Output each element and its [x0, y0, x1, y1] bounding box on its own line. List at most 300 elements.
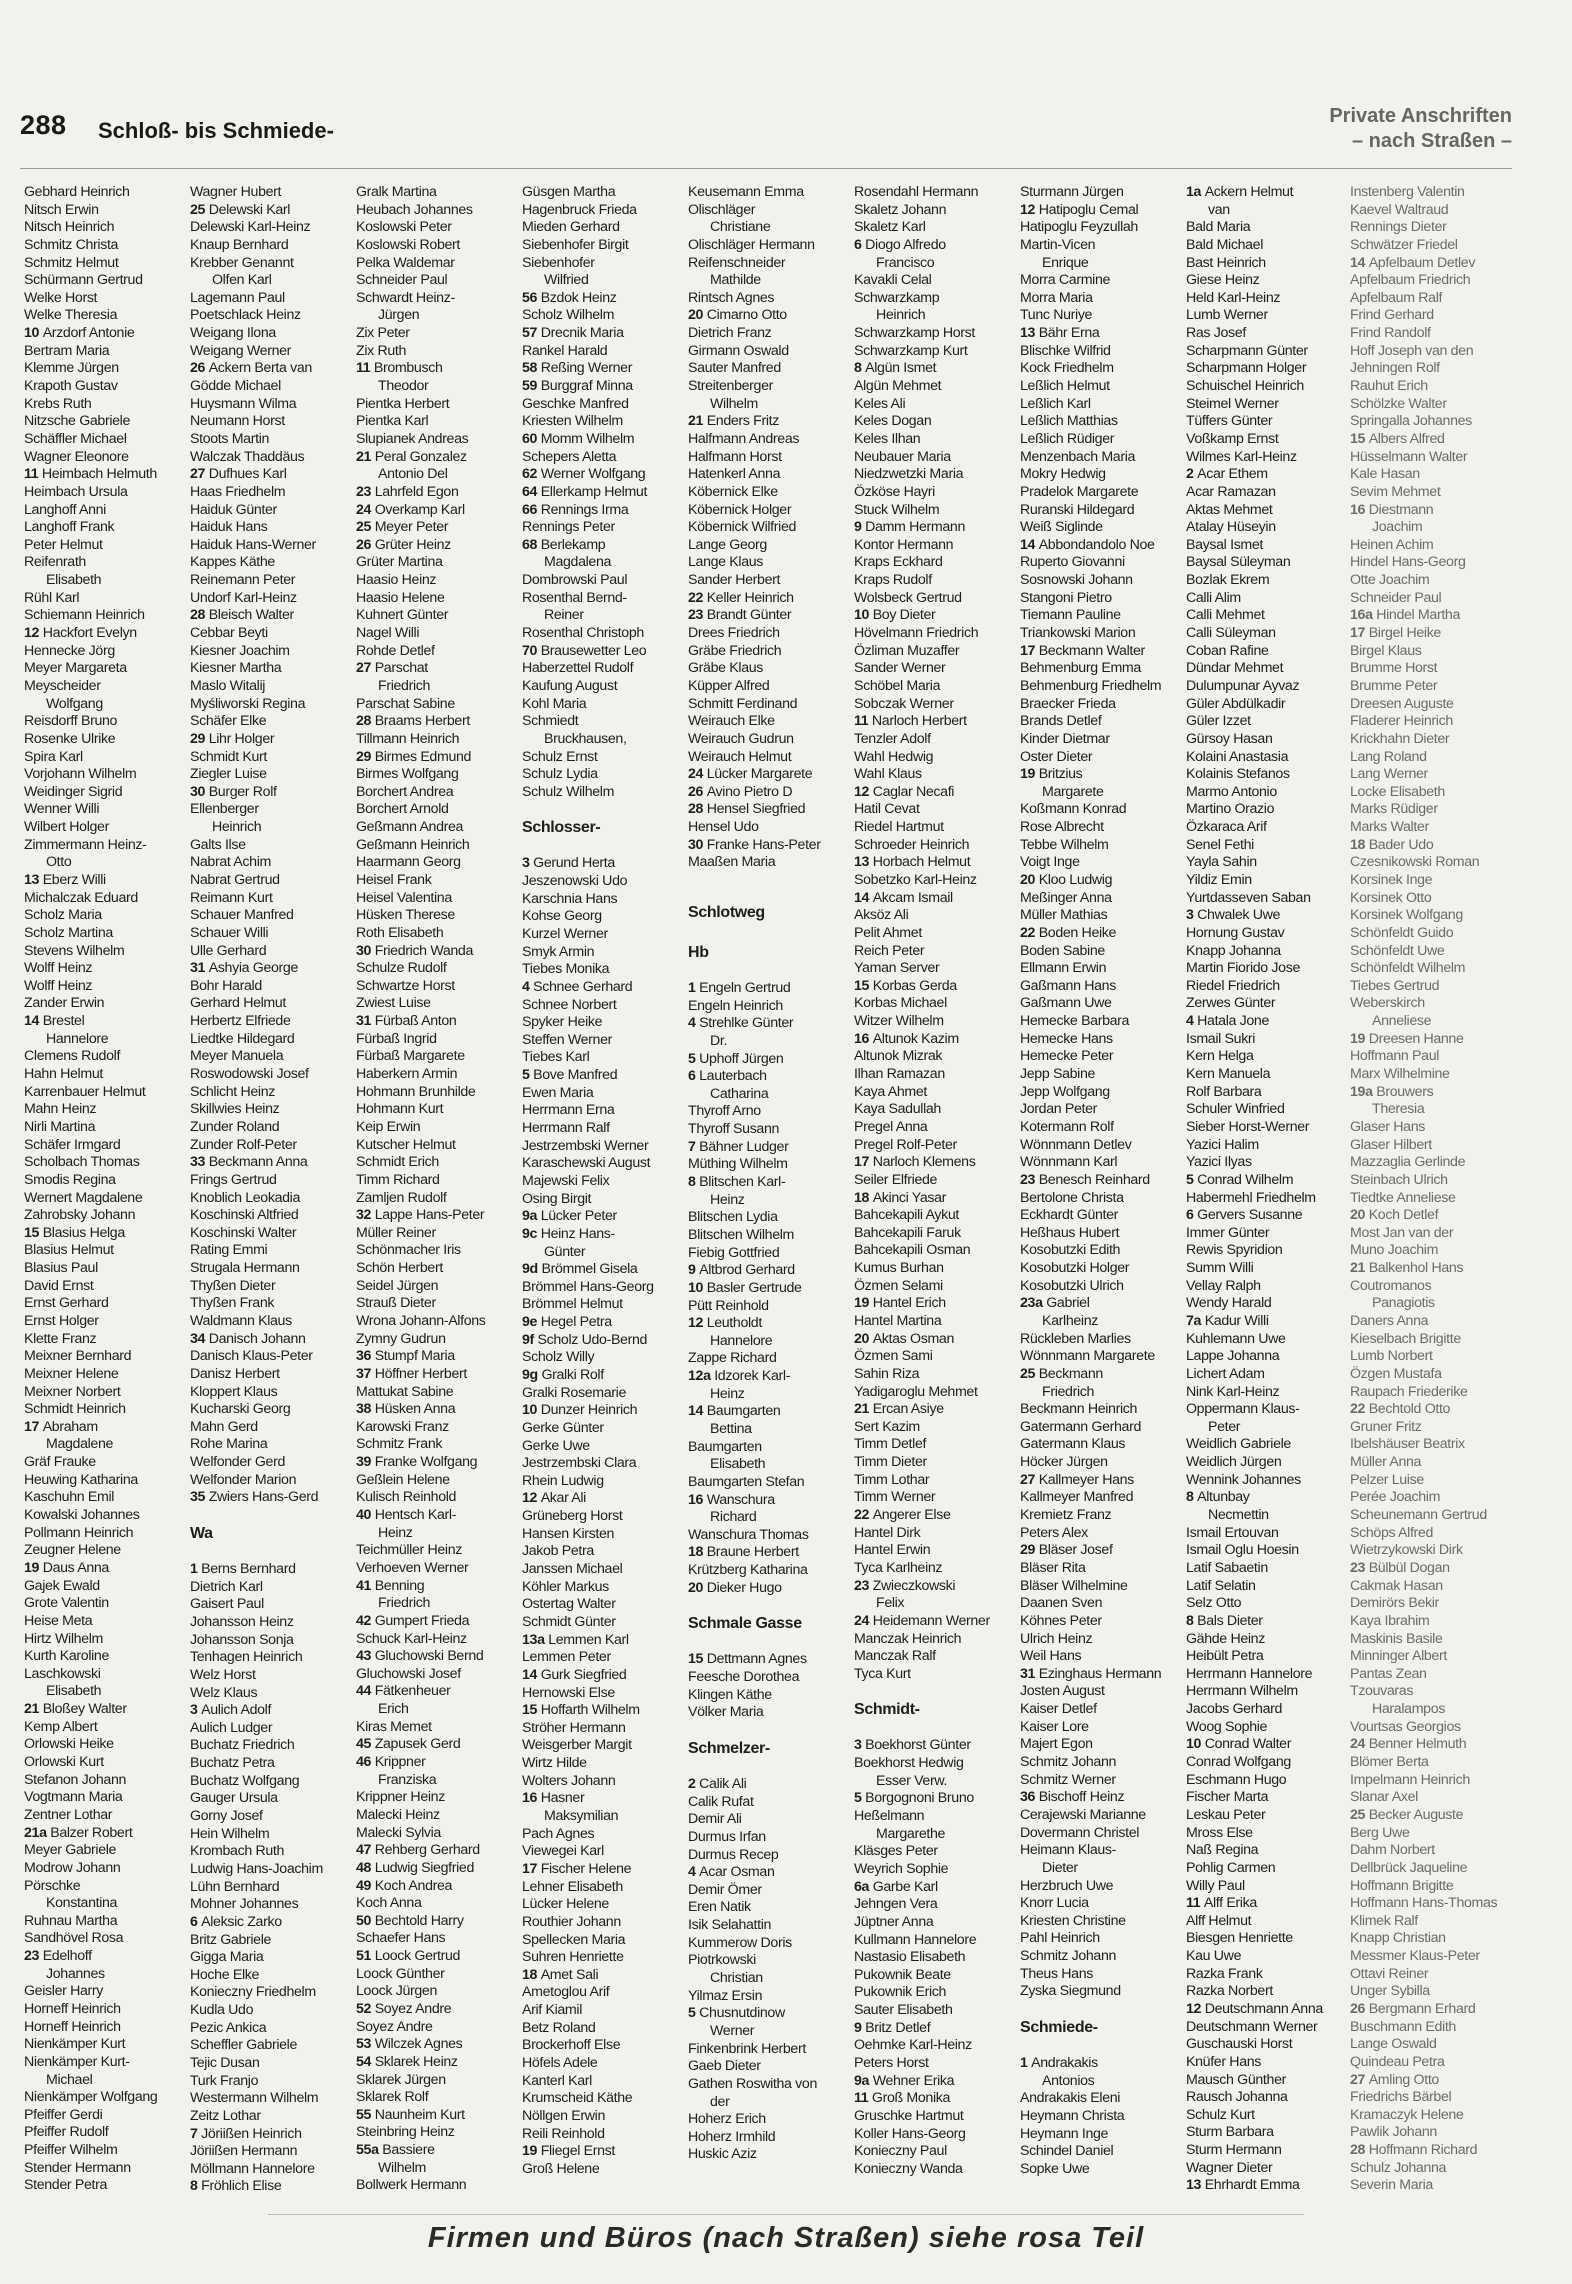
- resident-name: Tenzler Adolf: [854, 730, 931, 747]
- resident-name: Pientka Herbert: [356, 395, 450, 412]
- resident-name: Biesgen Henriette: [1186, 1930, 1293, 1947]
- resident-name: Ulle Gerhard: [190, 942, 267, 959]
- resident-name: Herrmann Wilhelm: [1186, 1683, 1298, 1700]
- address-entry: [356, 1683, 514, 1701]
- house-number: 24: [854, 1612, 873, 1629]
- resident-name: Edelhoff: [42, 1948, 92, 1965]
- resident-name: Heinz Hans-: [540, 1225, 615, 1242]
- resident-name: Marx Wilhelmine: [1350, 1066, 1450, 1083]
- house-number: 25: [1020, 1365, 1039, 1382]
- resident-name: Kallmeyer Hans: [1038, 1471, 1134, 1488]
- house-number: 13: [1020, 325, 1039, 342]
- address-entry: [1350, 2142, 1508, 2160]
- resident-name: Kosobutzki Edith: [1020, 1242, 1121, 1259]
- street-heading: Schlosser-: [522, 819, 601, 837]
- resident-name: Schwartze Horst: [356, 977, 455, 994]
- resident-name: Rose Albrecht: [1020, 819, 1104, 836]
- address-entry: [24, 325, 182, 343]
- resident-name: Marmo Antonio: [1186, 783, 1277, 800]
- resident-name: Burggraf Minna: [540, 378, 633, 395]
- resident-name: Blitschen Lydia: [688, 1209, 778, 1226]
- resident-name: Wanschura Thomas: [688, 1526, 809, 1543]
- entry-continuation: Magdalena: [544, 554, 612, 571]
- resident-name: Bähner Ludger: [699, 1138, 789, 1155]
- resident-name: Dietrich Karl: [190, 1578, 263, 1595]
- address-entry: [190, 2126, 348, 2144]
- resident-name: Calik Rufat: [688, 1793, 754, 1810]
- address-entry: [190, 960, 348, 978]
- entry-continuation: Bruckhausen,: [544, 730, 627, 747]
- address-entry: [854, 890, 1012, 908]
- address-entry: [24, 872, 182, 890]
- house-number: 26: [356, 536, 375, 553]
- resident-name: Dettmann Agnes: [706, 1651, 807, 1668]
- address-column: [1020, 184, 1178, 2209]
- resident-name: Leßlich Matthias: [1020, 413, 1118, 430]
- resident-name: Nirli Martina: [24, 1118, 96, 1135]
- resident-name: Höffner Herbert: [374, 1365, 467, 1382]
- house-number: 21: [24, 1701, 43, 1718]
- resident-name: Lahrfeld Egon: [374, 483, 459, 500]
- resident-name: Karrenbauer Helmut: [24, 1083, 146, 1100]
- directory-heading: [1329, 104, 1512, 154]
- address-entry: [1350, 1401, 1508, 1419]
- resident-name: Leßlich Karl: [1020, 395, 1091, 412]
- entry-continuation: Magdalene: [46, 1436, 114, 1453]
- resident-name: Gaßmann Hans: [1020, 977, 1116, 994]
- resident-name: Gabriel: [1046, 1295, 1090, 1312]
- resident-name: Buchatz Wolfgang: [190, 1772, 300, 1789]
- resident-name: Rewis Spyridion: [1186, 1242, 1283, 1259]
- resident-name: Severin Maria: [1350, 2177, 1433, 2194]
- resident-name: Pezic Ankica: [190, 2019, 267, 2036]
- resident-name: Calli Mehmet: [1186, 607, 1265, 624]
- address-entry: [1020, 202, 1178, 220]
- entry-continuation: Hannelore: [710, 1332, 773, 1349]
- address-column: [688, 184, 846, 2209]
- resident-name: Kaya Sadullah: [854, 1101, 941, 1118]
- entry-continuation: Antonios: [1042, 2072, 1095, 2089]
- resident-name: Bleisch Walter: [208, 607, 294, 624]
- resident-name: Dreesen Auguste: [1350, 695, 1454, 712]
- resident-name: Aktas Osman: [872, 1330, 954, 1347]
- house-number: 27: [190, 466, 209, 483]
- resident-name: Wernert Magdalene: [24, 1189, 143, 1206]
- resident-name: Franke Wolfgang: [374, 1454, 478, 1471]
- resident-name: Delewski Karl: [208, 201, 291, 218]
- resident-name: Danisch Johann: [208, 1330, 306, 1347]
- house-number: 15: [854, 977, 873, 994]
- address-entry: [356, 1878, 514, 1896]
- page-header: [20, 104, 1512, 164]
- resident-name: Majewski Felix: [522, 1172, 610, 1189]
- resident-name: Haasio Helene: [356, 589, 445, 606]
- resident-name: Stangoni Pietro: [1020, 589, 1112, 606]
- house-number: 19: [1350, 1030, 1369, 1047]
- resident-name: Yurtdasseven Saban: [1186, 889, 1311, 906]
- resident-name: Schmidt Kurt: [190, 748, 268, 765]
- house-number: 1: [688, 979, 700, 996]
- resident-name: Kriesten Wilhelm: [522, 413, 623, 430]
- resident-name: Krumscheid Käthe: [522, 2090, 633, 2107]
- address-column: [522, 184, 680, 2209]
- resident-name: Konieczny Paul: [854, 2143, 947, 2160]
- resident-name: Acar Osman: [699, 1864, 775, 1881]
- resident-name: Kläsges Peter: [854, 1843, 938, 1860]
- resident-name: Habermehl Friedhelm: [1186, 1189, 1316, 1206]
- resident-name: Zyska Siegmund: [1020, 1983, 1121, 2000]
- entry-continuation: Dr.: [710, 1032, 728, 1049]
- house-number: 28: [190, 607, 209, 624]
- entry-continuation: Elisabeth: [46, 572, 102, 589]
- resident-name: Apfelbaum Ralf: [1350, 289, 1443, 306]
- spacer: [688, 1637, 846, 1651]
- resident-name: Borchert Arnold: [356, 801, 449, 818]
- resident-name: Altunok Mizrak: [854, 1048, 943, 1065]
- resident-name: Gödde Michael: [190, 378, 281, 395]
- house-number: 30: [688, 836, 707, 853]
- resident-name: Klingen Käthe: [688, 1686, 772, 1703]
- resident-name: Kaiser Detlef: [1020, 1701, 1097, 1718]
- resident-name: Krebs Ruth: [24, 395, 92, 412]
- resident-name: Kloo Ludwig: [1038, 871, 1113, 888]
- address-entry: [190, 202, 348, 220]
- resident-name: Berns Bernhard: [201, 1561, 296, 1578]
- entry-continuation: Günter: [544, 1243, 586, 1260]
- resident-name: Knoblich Leokadia: [190, 1189, 301, 1206]
- house-number: 29: [190, 730, 209, 747]
- resident-name: Garbe Karl: [872, 1878, 938, 1895]
- resident-name: Zimmermann Heinz-: [24, 836, 147, 853]
- address-entry: [854, 1190, 1012, 1208]
- resident-name: Schnee Gerhard: [533, 978, 633, 995]
- resident-name: Jordan Peter: [1020, 1101, 1098, 1118]
- address-entry: [24, 466, 182, 484]
- resident-name: Blischke Wilfrid: [1020, 342, 1111, 359]
- house-number: 25: [1350, 1806, 1369, 1823]
- resident-name: Knorr Lucia: [1020, 1895, 1089, 1912]
- resident-name: Woog Sophie: [1186, 1718, 1268, 1735]
- resident-name: Bläser Wilhelmine: [1020, 1577, 1128, 1594]
- resident-name: Mohner Johannes: [190, 1896, 299, 1913]
- resident-name: Kavakli Celal: [854, 272, 932, 289]
- entry-continuation: Anneliese: [1372, 1013, 1432, 1030]
- resident-name: Loock Günther: [356, 1965, 445, 1982]
- resident-name: Birmes Wolfgang: [356, 766, 459, 783]
- resident-name: Kieselbach Brigitte: [1350, 1330, 1461, 1347]
- resident-name: Kadur Willi: [1204, 1313, 1269, 1329]
- spacer: [688, 886, 846, 900]
- resident-name: Özmen Sami: [854, 1348, 933, 1365]
- resident-name: Naß Regina: [1186, 1842, 1259, 1859]
- resident-name: Rennings Dieter: [1350, 219, 1447, 236]
- resident-name: Sklarek Jürgen: [356, 2071, 446, 2088]
- resident-name: Pahl Heinrich: [1020, 1930, 1100, 1947]
- resident-name: Schnee Norbert: [522, 996, 617, 1013]
- entry-continuation: Hannelore: [46, 1030, 109, 1047]
- street-heading: Schmelzer-: [688, 1739, 770, 1757]
- resident-name: Nagel Willi: [356, 625, 420, 642]
- resident-name: Meyer Manuela: [190, 1048, 284, 1065]
- resident-name: Krombach Ruth: [190, 1843, 285, 1860]
- entry-continuation: Dieter: [1042, 1859, 1078, 1876]
- resident-name: Meyer Gabriele: [24, 1842, 117, 1859]
- resident-name: Kiesner Martha: [190, 660, 282, 677]
- resident-name: Czesnikowski Roman: [1350, 854, 1480, 871]
- house-number: 30: [190, 783, 209, 800]
- address-entry: [522, 643, 680, 661]
- house-number: 55a: [356, 2142, 383, 2159]
- resident-name: Welz Klaus: [190, 1684, 258, 1701]
- address-entry: [190, 607, 348, 625]
- house-number: 16a: [1350, 607, 1377, 624]
- resident-name: Koch Anna: [356, 1895, 422, 1912]
- resident-name: Schöbel Maria: [854, 677, 941, 694]
- resident-name: Leskau Peter: [1186, 1806, 1266, 1823]
- resident-name: Stefanon Johann: [24, 1771, 127, 1788]
- resident-name: Koch Detlef: [1368, 1207, 1439, 1224]
- resident-name: Koller Hans-Georg: [854, 2125, 966, 2142]
- house-number: 19: [24, 1559, 43, 1576]
- resident-name: Kaya Ibrahim: [1350, 1612, 1430, 1629]
- resident-name: Coutromanos: [1350, 1277, 1432, 1294]
- resident-name: Reifenschneider: [688, 254, 786, 271]
- spacer: [854, 1683, 1012, 1697]
- resident-name: Pregel Rolf-Peter: [854, 1136, 957, 1153]
- address-entry: [688, 1651, 846, 1669]
- resident-name: Haarmann Georg: [356, 854, 461, 871]
- resident-name: Akcam Ismail: [872, 889, 953, 906]
- address-entry: [1020, 925, 1178, 943]
- house-number: 24: [356, 501, 375, 518]
- resident-name: Weil Hans: [1020, 1648, 1082, 1665]
- address-entry: [356, 2054, 514, 2072]
- resident-name: Gluchowski Josef: [356, 1665, 461, 1682]
- resident-name: Heuwing Katharina: [24, 1471, 138, 1488]
- resident-name: Heßelmann: [854, 1808, 925, 1825]
- house-number: 27: [1020, 1471, 1039, 1488]
- resident-name: Blömer Berta: [1350, 1754, 1429, 1771]
- resident-name: Lauterbach: [699, 1068, 767, 1085]
- resident-name: Oster Dieter: [1020, 748, 1093, 765]
- resident-name: Brands Detlef: [1020, 713, 1102, 730]
- address-entry: [1186, 907, 1344, 925]
- resident-name: Leßlich Rüdiger: [1020, 430, 1115, 447]
- resident-name: Hoherz Irmhild: [688, 2128, 776, 2145]
- resident-name: Orlowski Kurt: [24, 1754, 104, 1771]
- resident-name: Kolainis Stefanos: [1186, 766, 1290, 783]
- resident-name: Bläser Rita: [1020, 1559, 1086, 1576]
- resident-name: Kullmann Hannelore: [854, 1931, 977, 1948]
- resident-name: Ercan Asiye: [872, 1401, 944, 1418]
- resident-name: Heimann Klaus-: [1020, 1842, 1117, 1859]
- resident-name: Balzer Robert: [50, 1824, 133, 1841]
- resident-name: Heubach Johannes: [356, 201, 473, 218]
- address-entry: [356, 519, 514, 537]
- resident-name: Alff Erika: [1203, 1895, 1257, 1912]
- entry-continuation: Christiane: [710, 219, 771, 236]
- resident-name: Zeugner Helene: [24, 1542, 121, 1559]
- resident-name: Sturmann Jürgen: [1020, 184, 1124, 200]
- resident-name: Gräbe Klaus: [688, 660, 764, 677]
- resident-name: Krippner Heinz: [356, 1789, 445, 1806]
- resident-name: Westermann Wilhelm: [190, 2090, 319, 2107]
- address-column: [1186, 184, 1344, 2209]
- resident-name: Meixner Helene: [24, 1365, 119, 1382]
- resident-name: Minninger Albert: [1350, 1648, 1447, 1665]
- resident-name: Frings Gertrud: [190, 1171, 277, 1188]
- heading-line-2: – nach Straßen –: [1351, 130, 1512, 152]
- resident-name: Modrow Johann: [24, 1859, 121, 1876]
- address-entry: [854, 854, 1012, 872]
- entry-continuation: Michael: [46, 2071, 93, 2088]
- resident-name: Welke Horst: [24, 289, 98, 306]
- entry-continuation: Theodor: [378, 378, 429, 395]
- resident-name: Lücker Helene: [522, 1896, 609, 1913]
- address-entry: [522, 431, 680, 449]
- resident-name: Wagner Hubert: [190, 184, 282, 200]
- resident-name: Bähr Erna: [1038, 325, 1100, 342]
- resident-name: Hatala Jone: [1197, 1013, 1270, 1030]
- resident-name: Kemp Albert: [24, 1718, 98, 1735]
- resident-name: Köhnes Peter: [1020, 1612, 1102, 1629]
- resident-name: Diogo Alfredo: [865, 236, 946, 253]
- resident-name: Demir Ali: [688, 1811, 742, 1828]
- resident-name: Zix Peter: [356, 325, 410, 342]
- resident-name: Arzdorf Antonie: [42, 325, 135, 342]
- resident-name: Wahl Klaus: [854, 766, 922, 783]
- resident-name: Idzorek Karl-: [714, 1368, 791, 1385]
- resident-name: Köbernick Wilfried: [688, 519, 797, 536]
- resident-name: Gräf Frauke: [24, 1454, 96, 1471]
- house-number: 25: [190, 201, 209, 218]
- resident-name: Martino Orazio: [1186, 801, 1275, 818]
- address-entry: [1020, 643, 1178, 661]
- resident-name: Kale Hasan: [1350, 466, 1420, 483]
- address-entry: [854, 713, 1012, 731]
- house-number: 12: [688, 1315, 707, 1332]
- resident-name: Deutschmann Anna: [1204, 2000, 1323, 2017]
- address-entry: [522, 1367, 680, 1385]
- house-number: 23: [1020, 1171, 1039, 1188]
- entry-continuation: Wolfgang: [46, 695, 103, 712]
- address-entry: [356, 713, 514, 731]
- address-entry: [356, 660, 514, 678]
- house-number: 6: [190, 1913, 202, 1930]
- resident-name: Hoff Joseph van den: [1350, 342, 1474, 359]
- resident-name: David Ernst: [24, 1277, 94, 1294]
- resident-name: Muno Joachim: [1350, 1242, 1439, 1259]
- resident-name: Jöriißen Hermann: [190, 2143, 298, 2160]
- resident-name: Malecki Heinz: [356, 1806, 440, 1823]
- resident-name: Aulich Ludger: [190, 1719, 273, 1736]
- resident-name: Menzenbach Maria: [1020, 448, 1136, 465]
- house-number: 15: [688, 1651, 707, 1668]
- resident-name: Wrona Johann-Alfons: [356, 1313, 486, 1329]
- resident-name: Kontor Hermann: [854, 536, 954, 553]
- resident-name: Sturm Hermann: [1186, 2142, 1282, 2159]
- resident-name: Timm Detlef: [854, 1436, 927, 1453]
- resident-name: Dieker Hugo: [706, 1579, 782, 1596]
- resident-name: Krapoth Gustav: [24, 378, 118, 395]
- address-column: [854, 184, 1012, 2209]
- resident-name: Latif Sabaetin: [1186, 1559, 1268, 1576]
- resident-name: Skillwies Heinz: [190, 1101, 280, 1118]
- house-number: 12a: [688, 1368, 715, 1385]
- resident-name: Held Karl-Heinz: [1186, 289, 1281, 306]
- resident-name: Blitschen Karl-: [699, 1174, 786, 1191]
- resident-name: Reich Peter: [854, 942, 925, 959]
- spacer: [1020, 2001, 1178, 2015]
- resident-name: Lumb Norbert: [1350, 1348, 1433, 1365]
- resident-name: Amet Sali: [540, 1966, 599, 1983]
- resident-name: Welke Theresia: [24, 307, 118, 324]
- resident-name: Stumpf Maria: [374, 1348, 455, 1365]
- resident-name: Lehner Elisabeth: [522, 1878, 623, 1895]
- address-entry: [522, 2143, 680, 2161]
- resident-name: Maaßen Maria: [688, 854, 776, 871]
- resident-name: Orlowski Heike: [24, 1736, 114, 1753]
- resident-name: Pfeiffer Rudolf: [24, 2124, 109, 2141]
- resident-name: Heinen Achim: [1350, 536, 1434, 553]
- resident-name: Turk Franjo: [190, 2072, 259, 2089]
- resident-name: Schulz Lydia: [522, 766, 598, 783]
- resident-name: Altunok Kazim: [872, 1030, 959, 1047]
- house-number: 18: [688, 1544, 707, 1561]
- address-entry: [190, 1702, 348, 1720]
- address-entry: [854, 607, 1012, 625]
- resident-name: Baumgarten Stefan: [688, 1473, 805, 1490]
- resident-name: Mazzaglia Gerlinde: [1350, 1154, 1466, 1171]
- house-number: 9e: [522, 1314, 541, 1331]
- resident-name: Hornung Gustav: [1186, 924, 1285, 941]
- address-entry: [688, 1492, 846, 1510]
- resident-name: Pientka Karl: [356, 413, 429, 430]
- resident-name: Kau Uwe: [1186, 1948, 1242, 1965]
- resident-name: Clemens Rudolf: [24, 1048, 121, 1065]
- resident-name: Baumgarten: [706, 1403, 781, 1420]
- resident-name: Leutholdt: [706, 1315, 762, 1332]
- address-entry: [688, 1776, 846, 1794]
- house-number: 14: [24, 1013, 43, 1030]
- resident-name: Thyroff Susann: [688, 1121, 780, 1138]
- spacer: [190, 1507, 348, 1521]
- house-number: 8: [854, 360, 866, 377]
- resident-name: Voigt Inge: [1020, 854, 1080, 871]
- spacer: [688, 966, 846, 980]
- resident-name: Strehlke Günter: [699, 1015, 794, 1032]
- resident-name: Ezinghaus Hermann: [1038, 1665, 1162, 1682]
- resident-name: Rausch Johanna: [1186, 2089, 1288, 2106]
- resident-name: Fliegel Ernst: [540, 2143, 615, 2160]
- resident-name: Acar Ethem: [1197, 466, 1268, 483]
- resident-name: Schuck Karl-Heinz: [356, 1630, 467, 1647]
- resident-name: Fischer Helene: [540, 1860, 632, 1877]
- resident-name: Zymny Gudrun: [356, 1330, 446, 1347]
- resident-name: Reimann Kurt: [190, 889, 273, 906]
- entry-continuation: Catharina: [710, 1085, 769, 1102]
- resident-name: Bülbül Dogan: [1368, 1559, 1450, 1576]
- resident-name: Scholz Wilhelm: [522, 307, 615, 324]
- resident-name: Drecnik Maria: [540, 325, 624, 342]
- address-entry: [688, 1368, 846, 1386]
- address-entry: [688, 607, 846, 625]
- address-entry: [1020, 325, 1178, 343]
- resident-name: Fätkenheuer: [374, 1683, 451, 1700]
- resident-name: Chusnutdinow: [699, 2005, 785, 2022]
- resident-name: Tunc Nuriye: [1020, 307, 1093, 324]
- resident-name: Jehngen Vera: [854, 1896, 938, 1913]
